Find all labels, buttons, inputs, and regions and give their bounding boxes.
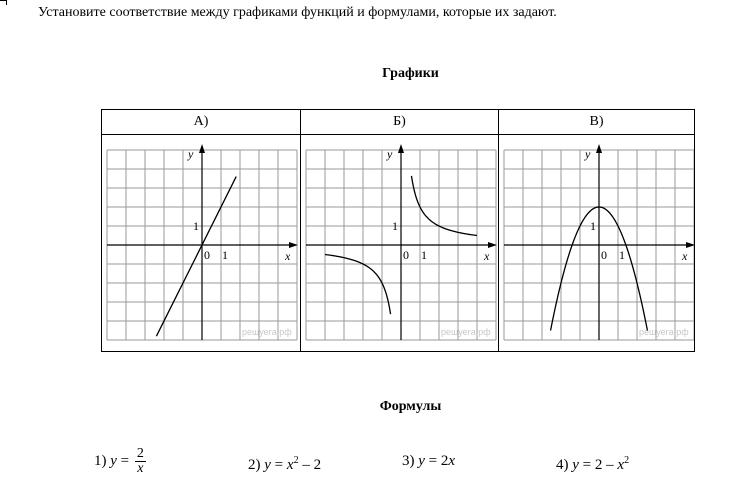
- y-arrow: [199, 144, 205, 153]
- watermark-text: решуега.рф: [441, 327, 491, 337]
- formula-4: 4) $y = 2 - x^2$: [556, 455, 630, 473]
- graph-b-hyperbola: [301, 135, 498, 351]
- curve-branch-left: [325, 255, 391, 315]
- graph-cell-a: [102, 110, 300, 351]
- graph-cell-b: [300, 110, 498, 351]
- curve-branch-right: [411, 176, 477, 236]
- y-axis-label: y: [387, 147, 393, 161]
- x-axis-label: x: [285, 249, 291, 263]
- x-axis-label: x: [484, 249, 490, 263]
- graph-label-a: А): [102, 110, 300, 135]
- formula-3: 3) y = 2x: [402, 453, 456, 469]
- formula-2: 2) $y = x^2 - 2$: [248, 455, 322, 473]
- fraction: $\frac{2}{x}$: [136, 446, 144, 476]
- y-one-label: 1: [392, 219, 398, 233]
- watermark-text: решуега.рф: [639, 327, 689, 337]
- graphs-heading: Графики: [382, 66, 439, 81]
- x-one-label: 1: [619, 248, 625, 262]
- graph-label-c: В): [499, 110, 694, 135]
- y-arrow: [596, 144, 602, 153]
- watermark-text: решуега.рф: [242, 327, 292, 337]
- origin-label: 0: [403, 248, 409, 262]
- origin-label: 0: [601, 248, 607, 262]
- corner-mark: [0, 0, 7, 5]
- y-one-label: 1: [590, 219, 596, 233]
- graph-c-parabola: [499, 135, 694, 351]
- graph-cell-c: [498, 110, 694, 351]
- task-text: Установите соответствие между графиками функций и формулами, которые их задают.: [38, 5, 557, 20]
- graphs-table: [101, 109, 695, 352]
- x-one-label: 1: [222, 248, 228, 262]
- x-arrow: [686, 242, 694, 248]
- x-axis-label: x: [682, 249, 688, 263]
- graph-a-line: [102, 135, 299, 351]
- formulas-heading: Формулы: [379, 399, 442, 414]
- x-one-label: 1: [421, 248, 427, 262]
- y-axis-label: y: [188, 147, 194, 161]
- formula-1: 1) y = $\frac{2}{x}$: [94, 446, 144, 476]
- y-axis-label: y: [585, 147, 591, 161]
- origin-label: 0: [204, 248, 210, 262]
- y-one-label: 1: [193, 219, 199, 233]
- y-arrow: [398, 144, 404, 153]
- graph-label-b: Б): [301, 110, 498, 135]
